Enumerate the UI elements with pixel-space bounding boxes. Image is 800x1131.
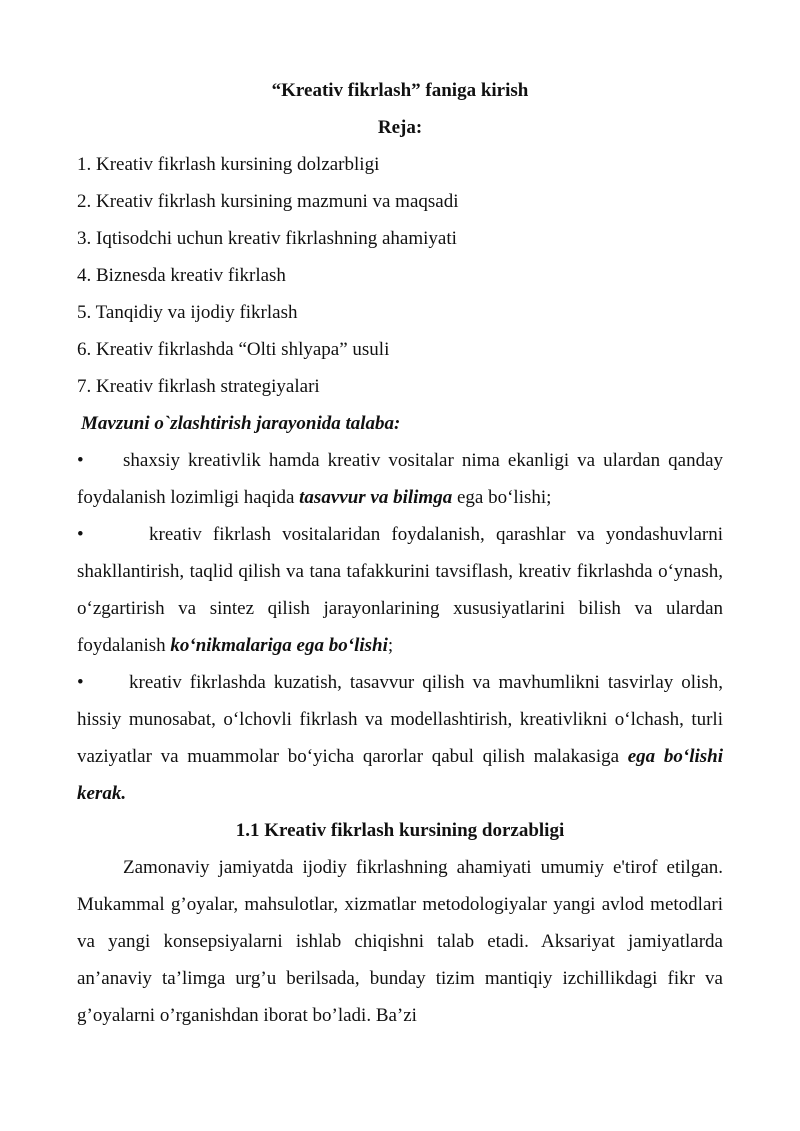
objective-text: kreativ fikrlash vositalaridan foydalanish, qarashlar va yondashuvlarni shakllantirish, taqlid qilish va tana tafakkurini tavsiflash, kreativ fikrlashda o‘ynash, o‘zgartirish va sintez qilish jarayonlarining xususiyatlarini bilish va ulardan foydalanish — [77, 524, 723, 656]
objective-bullet-1 — [77, 442, 723, 516]
plan-item-3: 3. Iqtisodchi uchun kreativ fikrlashning ahamiyati — [77, 228, 457, 249]
document-title: “Kreativ fikrlash” faniga kirish — [271, 80, 529, 101]
section-title: 1.1 Kreativ fikrlash kursining dorzabligi — [235, 820, 565, 841]
objective-tail: ; — [387, 635, 394, 656]
objective-text: kreativ fikrlashda kuzatish, tasavvur qilish va mavhumlikni tasvirlay olish, hissiy munosabat, o‘lchovli fikrlash va modellashtirish, kreativlikni o‘lchash, turli vaziyatlar va muammolar bo‘yicha qarorlar qabul qilish malakasiga — [77, 672, 723, 767]
objective-text: shaxsiy kreativlik hamda kreativ vositalar nima ekanligi va ulardan qanday foydalanish lozimligi haqida — [77, 450, 723, 508]
objective-emphasis: tasavvur va bilimga — [299, 487, 453, 508]
plan-item-1: 1. Kreativ fikrlash kursining dolzarbligi — [77, 154, 380, 175]
objectives-heading: Mavzuni o`zlashtirish jarayonida talaba: — [81, 413, 401, 434]
plan-item-5: 5. Tanqidiy va ijodiy fikrlash — [77, 302, 298, 323]
objective-emphasis: ega bo‘lishi kerak. — [77, 746, 723, 804]
bullet-mark: • — [77, 524, 84, 545]
document-page — [77, 72, 723, 1034]
plan-item-7: 7. Kreativ fikrlash strategiyalari — [77, 376, 320, 397]
plan-list — [77, 146, 723, 405]
plan-item-4: 4. Biznesda kreativ fikrlash — [77, 265, 286, 286]
objective-bullet-3 — [77, 664, 723, 812]
plan-item-6: 6. Kreativ fikrlashda “Olti shlyapa” usuli — [77, 339, 390, 360]
bullet-mark: • — [77, 672, 84, 693]
bullet-mark: • — [77, 450, 84, 471]
objective-emphasis: ko‘nikmalariga ega bo‘lishi — [170, 635, 388, 656]
objective-tail: ega bo‘lishi; — [452, 487, 552, 508]
plan-heading: Reja: — [377, 117, 423, 138]
body-paragraph: Zamonaviy jamiyatda ijodiy fikrlashning ahamiyati umumiy e'tirof etilgan. Mukammal g’oyalar, mahsulotlar, xizmatlar metodologiyalar yangi avlod metodlari va yangi konsepsiyalarni ishlab chiqishni talab etadi. Aksariyat jamiyatlarda an’anaviy ta’limga urg’u berilsada, bunday tizim mantiqiy izchillikdagi fikr va g’oyalarni o’rganishdan iborat bo’ladi. Ba’zi — [77, 857, 723, 1026]
objective-bullet-2 — [77, 516, 723, 664]
plan-item-2: 2. Kreativ fikrlash kursining mazmuni va maqsadi — [77, 191, 459, 212]
